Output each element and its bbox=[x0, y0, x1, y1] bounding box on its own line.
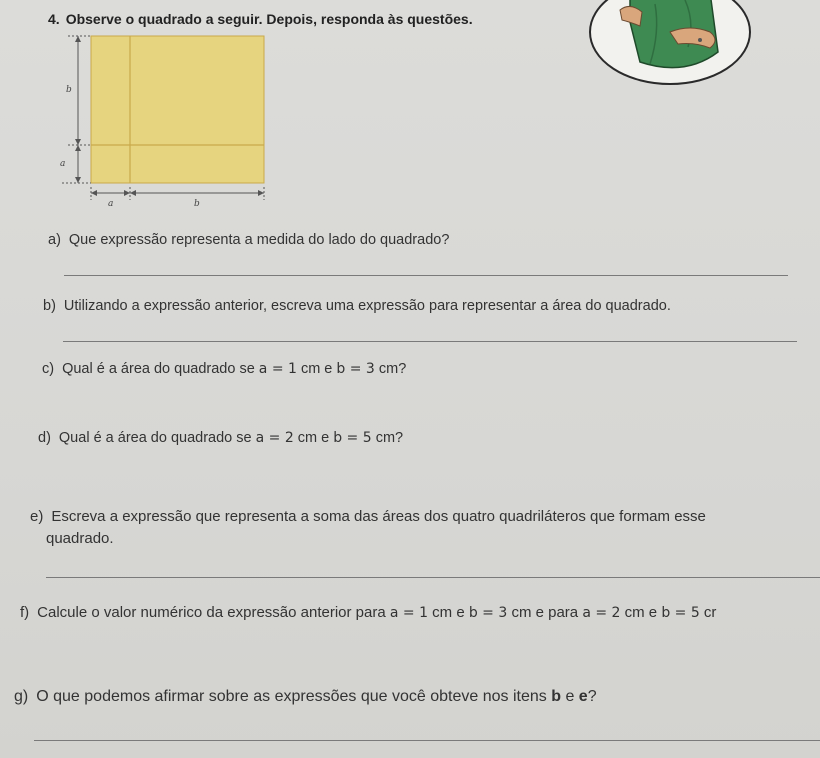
question-a-text: Que expressão representa a medida do lado do quadrado? bbox=[68, 232, 450, 248]
question-c bbox=[42, 361, 406, 377]
question-d-math-b: b = 5 bbox=[333, 430, 372, 446]
exercise-number: 4. bbox=[48, 11, 60, 27]
question-g-item-b: b bbox=[551, 688, 561, 705]
question-d bbox=[38, 430, 403, 446]
label-b-bottom: b bbox=[194, 199, 200, 209]
question-e-letter: e) bbox=[30, 508, 44, 525]
question-f-unit-4: cr bbox=[703, 604, 717, 621]
question-f-unit-1: cm e bbox=[432, 604, 465, 621]
answer-line-g[interactable] bbox=[34, 740, 820, 741]
left-dimension bbox=[62, 36, 91, 183]
question-g-item-e: e bbox=[578, 688, 588, 705]
label-a-left: a bbox=[60, 159, 66, 169]
question-g-suffix: ? bbox=[587, 688, 597, 705]
question-b-letter: b) bbox=[43, 298, 56, 314]
square-fill bbox=[91, 36, 264, 183]
square-diagram bbox=[0, 0, 280, 209]
question-f-letter: f) bbox=[20, 604, 30, 621]
label-a-bottom: a bbox=[108, 199, 114, 209]
question-e-continuation: quadrado. bbox=[46, 530, 114, 547]
character-illustration bbox=[560, 0, 730, 87]
question-b-text: Utilizando a expressão anterior, escreva uma expressão para representar a área do quadrado. bbox=[63, 298, 671, 314]
question-f-unit-3: cm e bbox=[624, 604, 658, 621]
question-c-unit-2: cm? bbox=[378, 361, 407, 377]
answer-line-e[interactable] bbox=[46, 577, 820, 578]
question-f-prefix: Calcule o valor numérico da expressão anterior para bbox=[37, 604, 386, 621]
question-f bbox=[20, 604, 716, 621]
question-g-conj: e bbox=[565, 688, 575, 705]
question-f-math-2: b = 3 bbox=[468, 605, 508, 621]
question-e bbox=[30, 508, 706, 525]
question-f-unit-2: cm e para bbox=[511, 604, 579, 621]
label-b-left: b bbox=[66, 85, 72, 95]
question-a bbox=[48, 232, 449, 248]
question-g-prefix: O que podemos afirmar sobre as expressões que você obteve nos itens bbox=[36, 688, 547, 705]
question-d-prefix: Qual é a área do quadrado se bbox=[58, 430, 252, 446]
answer-line-b[interactable] bbox=[63, 341, 797, 342]
question-a-letter: a) bbox=[48, 232, 61, 248]
question-f-math-3: a = 2 bbox=[582, 605, 621, 621]
question-f-math-1: a = 1 bbox=[389, 605, 428, 621]
question-c-math-a: a = 1 bbox=[258, 361, 297, 377]
question-g-letter: g) bbox=[14, 688, 29, 705]
question-c-unit-1: cm e bbox=[300, 361, 333, 377]
answer-line-a[interactable] bbox=[64, 275, 788, 276]
question-g bbox=[14, 688, 597, 706]
question-d-math-a: a = 2 bbox=[255, 430, 294, 446]
question-c-letter: c) bbox=[42, 361, 55, 377]
question-d-letter: d) bbox=[38, 430, 51, 446]
exercise-instruction: Observe o quadrado a seguir. Depois, responda às questões. bbox=[65, 11, 473, 27]
question-d-unit-2: cm? bbox=[375, 430, 404, 446]
question-f-math-4: b = 5 bbox=[661, 605, 700, 621]
bottom-dimension bbox=[91, 187, 264, 200]
question-d-unit-1: cm e bbox=[297, 430, 330, 446]
question-c-prefix: Qual é a área do quadrado se bbox=[62, 361, 255, 377]
question-c-math-b: b = 3 bbox=[336, 361, 375, 377]
question-e-text: Escreva a expressão que representa a soma das áreas dos quatro quadriláteros que formam esse bbox=[51, 508, 706, 525]
question-b bbox=[43, 298, 671, 314]
